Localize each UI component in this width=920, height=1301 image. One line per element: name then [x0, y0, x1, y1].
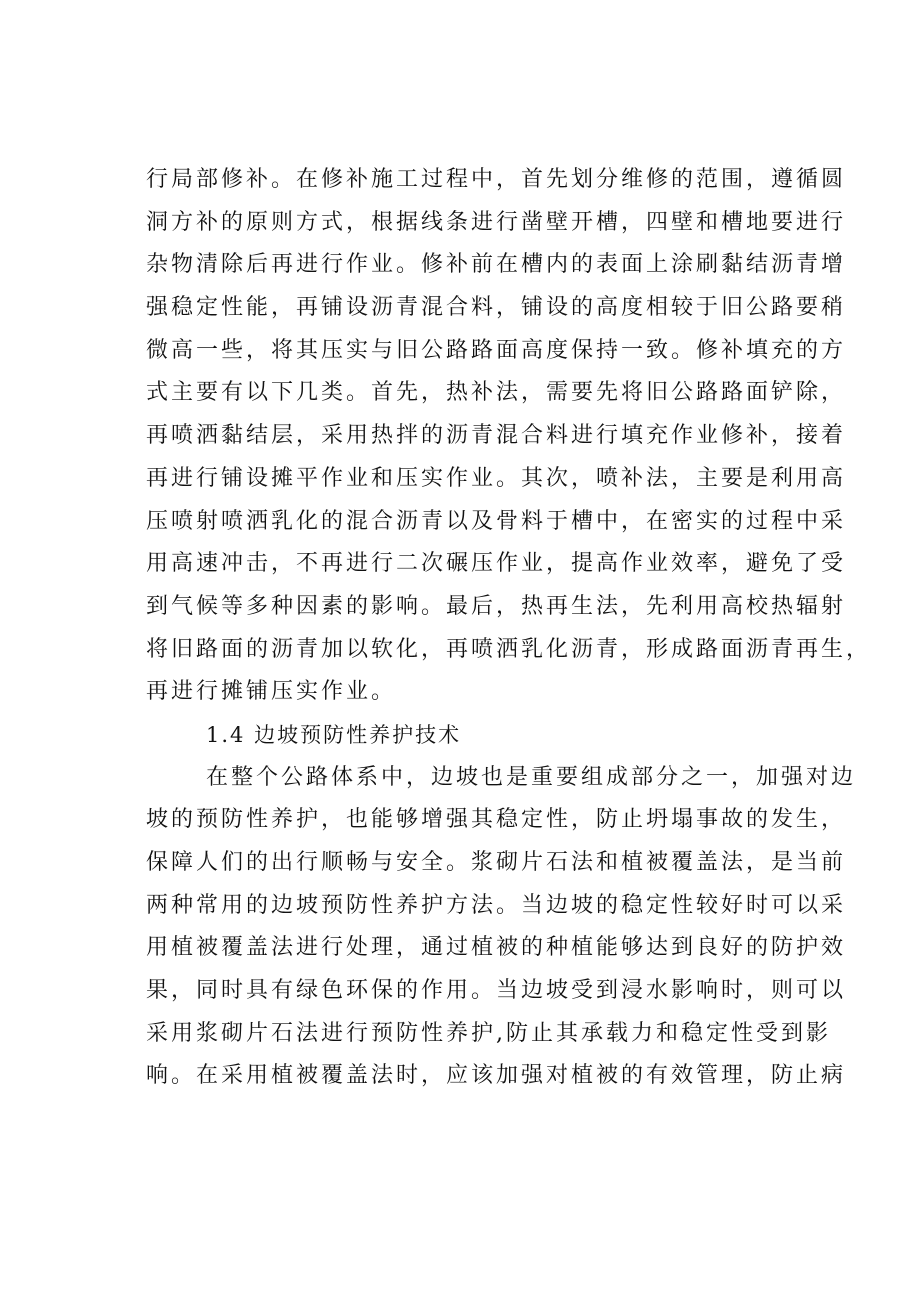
text-line: 坡的预防性养护，也能够增强其稳定性，防止坍塌事故的发生， [146, 807, 847, 833]
text-line: 到气候等多种因素的影响。最后，热再生法，先利用高校热辐射 [146, 593, 847, 619]
text-line: 两种常用的边坡预防性养护方法。当边坡的稳定性较好时可以采 [146, 892, 847, 918]
text-line: 再进行摊铺压实作业。 [146, 679, 397, 705]
text-line: 用高速冲击，不再进行二次碾压作业，提高作业效率，避免了受 [146, 551, 847, 577]
text-line: 微高一些，将其压实与旧公路路面高度保持一致。修补填充的方 [146, 337, 847, 363]
text-line: 式主要有以下几类。首先，热补法，需要先将旧公路路面铲除， [146, 380, 847, 406]
text-line: 行局部修补。在修补施工过程中，首先划分维修的范围，遵循圆 [146, 167, 847, 192]
text-line: 用植被覆盖法进行处理，通过植被的种植能够达到良好的防护效 [146, 935, 847, 961]
text-line: 在整个公路体系中，边坡也是重要组成部分之一，加强对边 [206, 764, 857, 790]
section-heading: 1.4 边坡预防性养护技术 [206, 722, 462, 747]
paragraph-slope-maintenance [146, 757, 857, 1099]
text-line: 响。在采用植被覆盖法时，应该加强对植被的有效管理，防止病 [146, 1063, 847, 1089]
text-line: 强稳定性能，再铺设沥青混合料，铺设的高度相较于旧公路要稍 [146, 295, 847, 321]
text-line: 采用浆砌片石法进行预防性养护,防止其承载力和稳定性受到影 [146, 1020, 831, 1046]
body-text [146, 159, 872, 1098]
text-line: 再喷洒黏结层，采用热拌的沥青混合料进行填充作业修补，接着 [146, 423, 847, 449]
text-line: 杂物清除后再进行作业。修补前在槽内的表面上涂刷黏结沥青增 [146, 252, 847, 278]
text-line: 将旧路面的沥青加以软化，再喷洒乳化沥青，形成路面沥青再生， [146, 636, 872, 662]
text-line: 保障人们的出行顺畅与安全。浆砌片石法和植被覆盖法，是当前 [146, 850, 847, 875]
text-line: 果，同时具有绿色环保的作用。当边坡受到浸水影响时，则可以 [146, 978, 847, 1004]
text-line: 再进行铺设摊平作业和压实作业。其次，喷补法，主要是利用高 [146, 465, 847, 491]
text-line: 压喷射喷洒乳化的混合沥青以及骨料于槽中，在密实的过程中采 [146, 508, 847, 534]
text-line: 洞方补的原则方式，根据线条进行凿壁开槽，四壁和槽地要进行 [146, 209, 847, 235]
paragraph-repair-methods [146, 159, 872, 714]
